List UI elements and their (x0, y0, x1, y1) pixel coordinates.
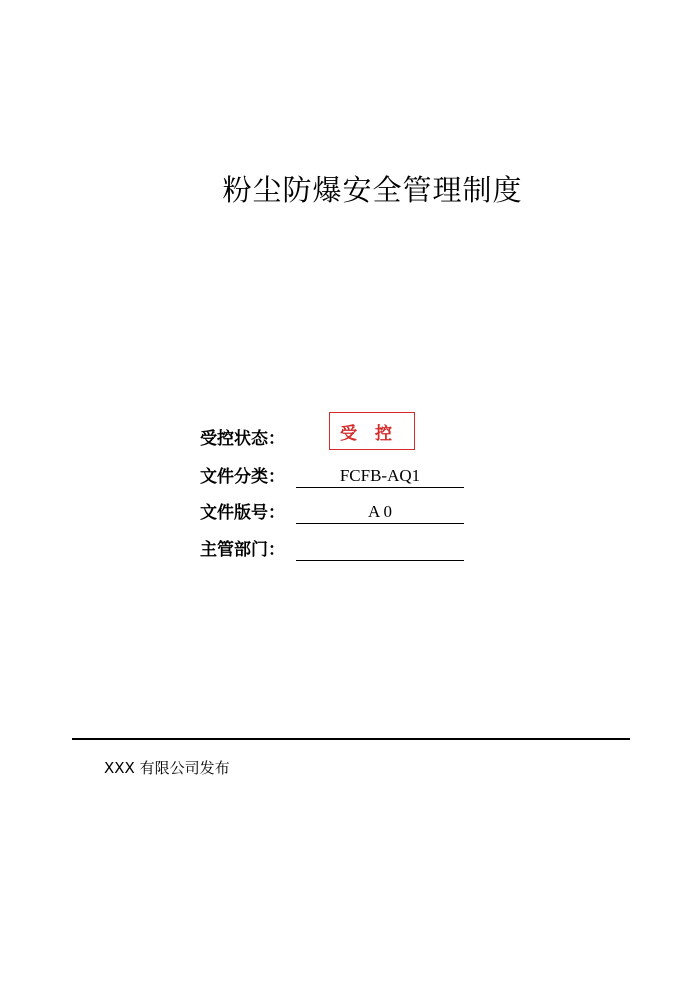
control-status-row (200, 424, 296, 450)
doc-version-label: 文件版号： (200, 503, 285, 523)
footer-divider (72, 738, 630, 740)
controlled-stamp (329, 412, 415, 450)
control-status-label: 受控状态： (200, 429, 285, 449)
publisher-text: XXX 有限公司发布 (104, 759, 230, 777)
stamp-char-2: 控 (375, 423, 392, 444)
stamp-char-1: 受 (340, 423, 357, 444)
doc-version-row (200, 498, 464, 524)
doc-category-value: FCFB-AQ1 (296, 465, 464, 488)
doc-category-label: 文件分类： (200, 467, 285, 487)
document-title: 粉尘防爆安全管理制度 (222, 173, 523, 207)
department-row (200, 535, 464, 561)
doc-version-value: A 0 (296, 501, 464, 524)
doc-category-row (200, 462, 464, 488)
department-label: 主管部门： (200, 540, 285, 560)
department-value (296, 538, 464, 561)
